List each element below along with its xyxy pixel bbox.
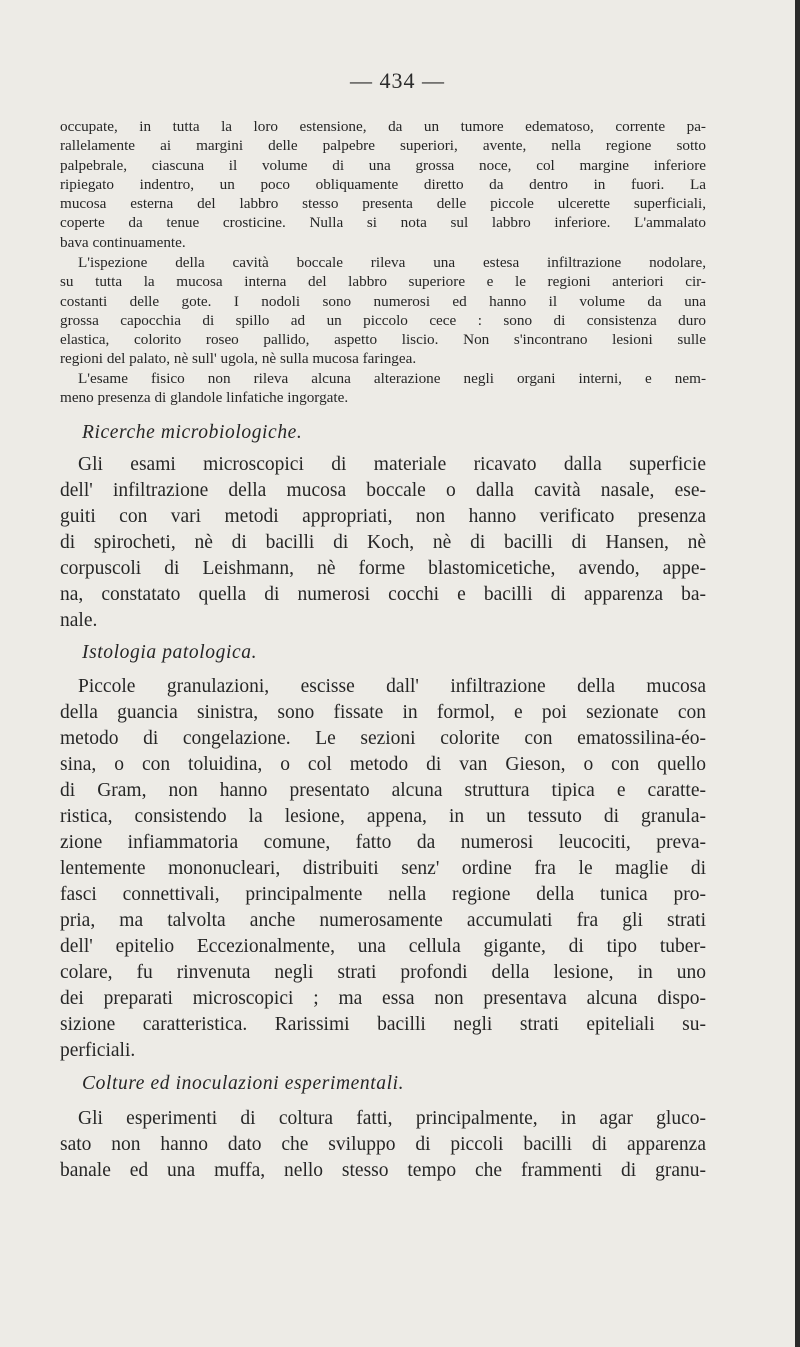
paragraph-oral-inspection [60,253,706,369]
text-line: fasci connettivali, principalmente nella regione della tunica pro- [60,884,706,905]
text-line: bava continuamente. [60,233,186,251]
text-line: nale. [60,610,98,631]
text-line: banale ed una muffa, nello stesso tempo che frammenti di granu- [60,1160,706,1181]
text-line: perficiali. [60,1040,136,1061]
text-line: na, constatato quella di numerosi cocchi e bacilli di apparenza ba- [60,584,706,605]
text-line: ristica, consistendo la lesione, appena, in un tessuto di granula- [60,806,706,827]
paragraph-physical-exam [60,369,706,408]
text-line: di spirocheti, nè di bacilli di Koch, nè di bacilli di Hansen, nè [60,532,706,553]
text-line: L'ispezione della cavità boccale rileva una estesa infiltrazione nodolare, [78,254,706,271]
text-line: colare, fu rinvenuta negli strati profondi della lesione, in uno [60,962,706,983]
paragraph-case-description [60,117,706,252]
text-line: dei preparati microscopici ; ma essa non presentava alcuna dispo- [60,988,706,1009]
text-line: metodo di congelazione. Le sezioni colorite con ematossilina-éo- [60,728,706,749]
text-line: Gli esami microscopici di materiale ricavato dalla superficie [78,454,706,475]
text-line: rallelamente ai margini delle palpebre superiori, avente, nella regione sotto [60,137,706,155]
text-line: ripiegato indentro, un poco obliquamente diretto da dentro in fuori. La [60,175,706,193]
text-line: occupate, in tutta la loro estensione, da un tumore edematoso, corrente pa- [60,118,706,135]
text-line: zione infiammatoria comune, fatto da numerosi leucociti, preva- [60,832,706,853]
text-line: di Gram, non hanno presentato alcuna struttura tipica e caratte- [60,780,706,801]
text-line: meno presenza di glandole linfatiche ingorgate. [60,389,349,407]
text-line: palpebrale, ciascuna il volume di una grossa noce, col margine inferiore [60,156,706,174]
text-line: corpuscoli di Leishmann, nè forme blastomicetiche, avendo, appe- [60,558,706,579]
section-heading-cultures: Colture ed inoculazioni esperimentali. [82,1073,405,1094]
text-line: regioni del palato, nè sull' ugola, nè sulla mucosa faringea. [60,350,417,368]
text-line: lentemente mononucleari, distribuiti senz' ordine fra le maglie di [60,858,706,879]
text-line: dell' epitelio Eccezionalmente, una cellula gigante, di tipo tuber- [60,936,706,957]
text-line: grossa capocchia di spillo ad un piccolo cece : sono di consistenza duro [60,311,706,329]
text-line: sato non hanno dato che sviluppo di piccoli bacilli di apparenza [60,1134,706,1155]
text-line: Piccole granulazioni, escisse dall' infiltrazione della mucosa [78,676,706,697]
text-line: della guancia sinistra, sono fissate in formol, e poi sezionate con [60,702,706,723]
section-heading-microbiology: Ricerche microbiologiche. [82,422,303,443]
text-line: sina, o con toluidina, o col metodo di van Gieson, o con quello [60,754,706,775]
page-number: — 434 — [350,68,445,93]
text-line: L'esame fisico non rileva alcuna alterazione negli organi interni, e nem- [78,370,706,387]
paragraph-microbiology [60,452,706,634]
text-line: guiti con vari metodi appropriati, non hanno verificato presenza [60,506,706,527]
text-line: dell' infiltrazione della mucosa boccale o dalla cavità nasale, ese- [60,480,706,501]
paragraph-cultures [60,1106,706,1184]
text-line: elastica, colorito roseo pallido, aspetto liscio. Non s'incontrano lesioni sulle [60,331,706,349]
text-line: su tutta la mucosa interna del labbro superiore e le regioni anteriori cir- [60,273,706,291]
paragraph-histology [60,674,706,1064]
text-line: pria, ma talvolta anche numerosamente accumulati fra gli strati [60,910,706,931]
text-line: Gli esperimenti di coltura fatti, principalmente, in agar gluco- [78,1108,706,1129]
section-heading-histology: Istologia patologica. [82,642,258,663]
text-line: costanti delle gote. I nodoli sono numerosi ed hanno il volume da una [60,292,706,310]
text-line: sizione caratteristica. Rarissimi bacilli negli strati epiteliali su- [60,1014,706,1035]
text-line: mucosa esterna del labbro stesso presenta delle piccole ulcerette superficiali, [60,195,706,213]
text-line: coperte da tenue crosticine. Nulla si nota sul labbro inferiore. L'ammalato [60,214,706,232]
